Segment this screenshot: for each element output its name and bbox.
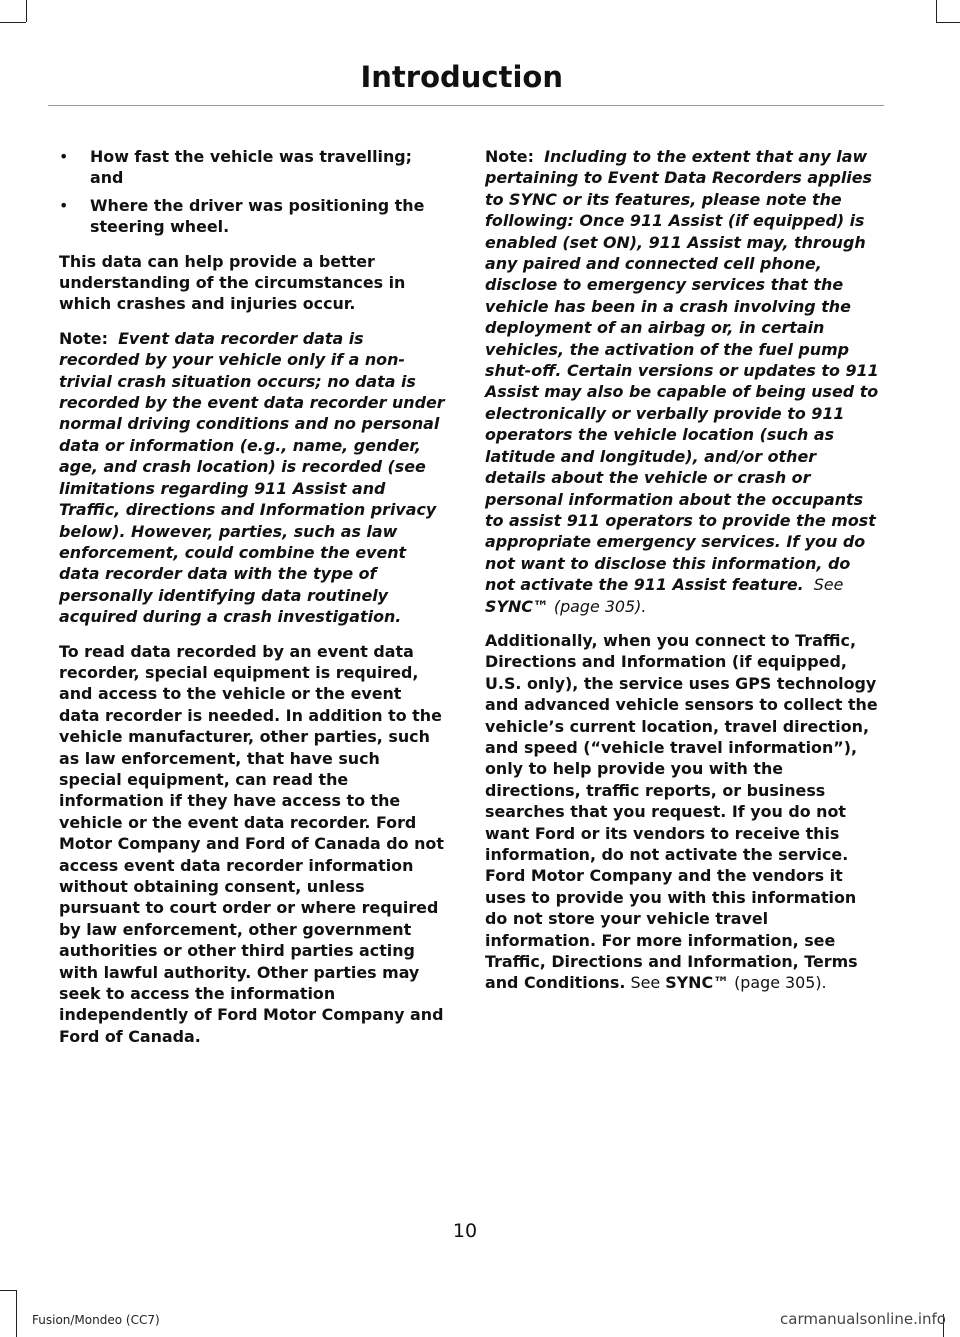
note-sync-911 <box>485 146 881 617</box>
see-text: See <box>813 575 844 595</box>
bullet-icon: • <box>59 195 69 215</box>
crop-mark-top-right <box>936 0 937 22</box>
right-column <box>485 146 881 1007</box>
crop-mark-top-right-h <box>936 22 960 23</box>
page-title: Introduction <box>360 60 563 94</box>
page-reference: (page 305). <box>553 596 647 616</box>
paragraph-traffic-directions <box>485 630 881 994</box>
list-item-text: How fast the vehicle was travelling; and <box>90 147 413 188</box>
header-divider <box>48 105 884 106</box>
crop-mark-bottom-left-v <box>16 1290 17 1337</box>
list-item-text: Where the driver was positioning the steering wheel. <box>90 195 425 237</box>
watermark: carmanualsonline.info <box>780 1310 946 1328</box>
sync-reference-link[interactable]: SYNC™ <box>665 973 730 993</box>
paragraph-text: Additionally, when you connect to Traffic, Directions and Information (if equipped, U.S. only), the service uses GPS technology and advanced vehicle sensors to collect the vehicle’s current location, travel direction, and speed (“vehicle travel information”), only to help provide you with the directions, traffic reports, or business searches that you request. If you do not want Ford or its vendors to receive this information, do not activate the service. Ford Motor Company and the vendors it uses to provide you with this information do not store your vehicle travel information. For more information, see Traffic, Directions and Information, Terms and Conditions. <box>485 630 878 993</box>
list-item <box>59 195 447 238</box>
note-label: Note: <box>59 328 108 348</box>
note-event-data <box>59 328 447 628</box>
crop-mark-top-left-h <box>0 22 26 23</box>
crop-mark-top-left <box>26 0 27 22</box>
page-number: 10 <box>452 1220 478 1242</box>
left-column <box>59 146 447 1060</box>
bullet-icon: • <box>59 147 69 166</box>
sync-reference-link[interactable]: SYNC™ <box>485 596 549 616</box>
note-text: Event data recorder data is recorded by your vehicle only if a non-trivial crash situation occurs; no data is recorded by the event data recorder under normal driving conditions and no personal data or information (e.g., name, gender, age, and crash location) is recorded (see limitations regarding 911 Assist and Traffic, directions and Information privacy below). However, parties, such as law enforcement, could combine the event data recorder data with the type of personally identifying data routinely acquired during a crash investigation. <box>59 328 445 627</box>
page-reference: (page 305). <box>734 973 827 993</box>
paragraph-read-data: To read data recorded by an event data recorder, special equipment is required, and access to the vehicle or the event data recorder is needed. In addition to the vehicle manufacturer, other parties, such as law enforcement, that have such special equipment, can read the information if they have access to the vehicle or the event data recorder. Ford Motor Company and Ford of Canada do not access event data recorder information without obtaining consent, unless pursuant to court order or where required by law enforcement, other government authorities or other third parties acting with lawful authority. Other parties may seek to access the information independently of Ford Motor Company and Ford of Canada. <box>59 641 444 1046</box>
paragraph-circumstances: This data can help provide a better understanding of the circumstances in which crashes and injuries occur. <box>59 251 406 314</box>
crop-mark-bottom-left <box>0 1290 16 1291</box>
footer-model: Fusion/Mondeo (CC7) <box>32 1313 160 1327</box>
note-text: Including to the extent that any law pertaining to Event Data Recorders applies to SYNC or its features, please note the following: Once 911 Assist (if equipped) is enabled (set ON), 911 Assist may, through any paired and connected cell phone, disclose to emergency services that the vehicle has been in a crash involving the deployment of an airbag or, in certain vehicles, the activation of the fuel pump shut-off. Certain versions or updates to 911 Assist may also be capable of being used to electronically or verbally provide to 911 operators the vehicle location (such as latitude and longitude), and/or other details about the vehicle or crash or personal information about the occupants to assist 911 operators to provide the most appropriate emergency services. If you do not want to disclose this information, do not activate the 911 Assist feature. <box>485 147 879 595</box>
list-item <box>59 146 447 189</box>
note-label: Note: <box>485 147 534 166</box>
see-text: See <box>630 973 661 993</box>
